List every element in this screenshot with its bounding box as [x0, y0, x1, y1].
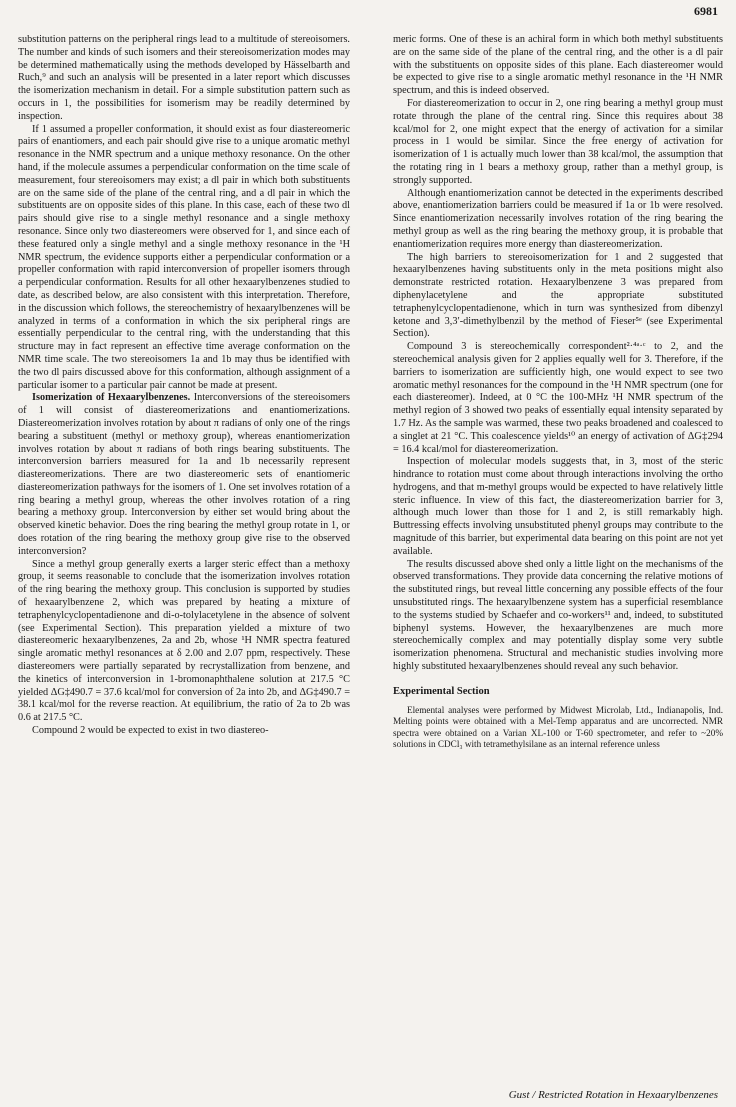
paragraph: meric forms. One of these is an achiral form in which both methyl substituents are on the same side of the plane of the central ring, and the other is a dl pair with the substituents on opposite sides of this plane. Each diastereomer would be expected to give rise to a single aromatic methyl resonance in the ¹H NMR spectrum, and this is indeed observed. — [393, 34, 723, 97]
right-column — [393, 34, 723, 751]
section-heading: Experimental Section — [393, 685, 490, 697]
paragraph: If 1 assumed a propeller conformation, it should exist as four diastereomeric pairs of enantiomers, and each pair should give rise to a unique aromatic methyl resonance in the NMR spectrum and a unique methoxy resonance. On the other hand, if the molecule assumes a perpendicular conformation on the time scale of measurement, four stereoisomers may exist; a dl pair in which both substituents are on the same side of the plane of the central ring, and a dl pair in which the substituents are on opposite sides of this plane. In this case, each of these two dl pairs should give rise to a single methyl resonance and a single methoxy resonance. Since only two diastereomers were observed for 1, and since each of these featured only a single methyl and a single methoxy resonance in the ¹H NMR spectrum, the evidence supports either a perpendicular conformation or a propeller conformation with rapid interconversion of propeller isomers through a perpendicular conformation. Results for all other hexaarylbenzenes studied to date, as described below, are also consistent with this interpretation. Therefore, in the discussion which follows, the stereochemistry of hexaarylbenzenes will be analyzed in terms of a conformation in which the six peripheral rings are essentially perpendicular to the central ring, with the understanding that this structure may in fact represent an effective time average conformation on the NMR time scale. The two stereoisomers 1a and 1b may thus be identified with the two dl pairs discussed above for this conformation, although assignment of a particular isomer to a particular pair cannot be made at present. — [18, 123, 350, 391]
paragraph: The high barriers to stereoisomerization for 1 and 2 suggested that hexaarylbenzenes having substituents only in the meta positions might also demonstrate restricted rotation. Hexaarylbenzene 3 was prepared from diphenylacetylene and the appropriate substituted tetraphenylcyclopentadienone, which in turn was synthesized from dibenzyl ketone and 3,3′-dimethylbenzil by the method of Fieser⁵ᵉ (see Experimental Section). — [393, 251, 723, 340]
paragraph: Elemental analyses were performed by Midwest Microlab, Ltd., Indianapolis, Ind. Melting points were obtained with a Mel-Temp apparatus and are uncorrected. NMR spectra were obtained on a Varian XL-100 or T-60 spectrometer, and refer to ~20% solutions in CDCl₃ with tetramethylsilane as an internal reference unless — [393, 704, 723, 750]
paragraph — [18, 392, 350, 558]
paragraph-text: Interconversions of the stereoisomers of 1 will consist of diastereomerizations and enantiomerizations. Diastereomerization involves rotation by about π radians of only one of the rings bearing a substituent (methyl or methoxy group), whereas enantiomerization involves rotation by about π radians of both rings bearing substituents. The interconversion barriers measured for 1a and 1b necessarily represent diastereomerizations. There are two diastereomeric sets of enantiomeric diastereomerization pathways for the isomers of 1. One set involves rotation of a ring bearing a methyl group, whereas the other involves rotation of a ring bearing a methoxy group. Interconversion by either set would bring about the observed kinetic behavior. Does the ring bearing the methyl group rotate in 1, or does rotation of the ring bearing the methoxy group give rise to the observed interconversion? — [18, 392, 350, 557]
paragraph: Compound 3 is stereochemically correspondent²·⁴ᵃ·ᶜ to 2, and the stereochemical analysis given for 2 applies equally well for 3. Therefore, if the barriers to isomerization are sufficiently high, one would expect to see two aromatic methyl resonances for the compound in the ¹H NMR spectrum (one for each diastereomer). Indeed, at 0 °C the 100-MHz ¹H NMR spectrum of the methyl region of 3 showed two peaks of essentially equal intensity separated by 1.7 Hz. As the sample was warmed, these two peaks broadened and coalesced to a singlet at 21 °C. This coalescence yields¹⁰ an energy of activation of ΔG‡294 = 16.4 kcal/mol for diastereomerization. — [393, 341, 723, 455]
paragraph: For diastereomerization to occur in 2, one ring bearing a methyl group must rotate through the plane of the central ring. Since this requires about 38 kcal/mol for 2, one might expect that the energy of activation for a similar process in 1 would be similar. Since the free energy of activation for isomerization of 1 is actually much lower than 38 kcal/mol, the assumption that the rotating ring in 1 bears a methoxy group, rather than a methyl group, is strongly supported. — [393, 97, 723, 186]
paragraph: Since a methyl group generally exerts a larger steric effect than a methoxy group, it seems reasonable to conclude that the isomerization involves rotation of the ring bearing the methoxy group. This conclusion is supported by studies of hexaarylbenzene 2, which was prepared by heating a mixture of tetraphenylcyclopentadienone and di-o-tolylacetylene in the absence of solvent (see Experimental Section). This preparation yielded a mixture of two diastereomeric hexaarylbenzenes, 2a and 2b, whose ¹H NMR spectra featured single aromatic methyl resonances at δ 2.00 and 2.07 ppm, respectively. These diastereomers were partially separated by recrystallization from benzene, and the kinetics of interconversion in 1-bromonaphthalene solution at 217.5 °C yielded ΔG‡490.7 = 37.6 kcal/mol for conversion of 2a into 2b, and ΔG‡490.7 = 38.1 kcal/mol for the reverse reaction. At equilibrium, the ratio of 2a to 2b was 0.6 at 217.5 °C. — [18, 558, 350, 724]
page-number: 6981 — [694, 4, 718, 18]
left-column — [18, 34, 350, 738]
paragraph: substitution patterns on the peripheral rings lead to a multitude of stereoisomers. The number and kinds of such isomers and their stereoisomerization modes may be determined mathematically using the methods developed by Hässelbarth and Ruch,⁹ and such an analysis will be presented in a later report which discusses the isomerization mechanism in detail. For a simple substitution pattern such as occurs in 1, the possibilities for isomerism may be readily determined by inspection. — [18, 34, 350, 122]
paragraph: The results discussed above shed only a little light on the mechanisms of the observed transformations. They provide data concerning the relative motions of the substituted rings, but reveal little concerning any possible effects of the four unsubstituted rings. The hexaarylbenzene system has a superficial resemblance to the systems studied by Schaefer and co-workers¹¹ and, indeed, to substituted biphenyl systems. However, the hexaarylbenzenes are much more stereochemically complex and may potentially display some very subtle isomerization phenomena. Structural and mechanistic studies involving more highly substituted hexaarylbenzenes should reveal any such behavior. — [393, 558, 723, 673]
run-in-heading: Isomerization of Hexaarylbenzenes. — [32, 392, 191, 404]
running-footer: Gust / Restricted Rotation in Hexaarylbenzenes — [508, 1089, 718, 1101]
paragraph: Compound 2 would be expected to exist in two diastereo- — [32, 725, 269, 737]
paragraph: Although enantiomerization cannot be detected in the experiments described above, enantiomerization barriers could be measured if 1a or 1b were resolved. Since enantiomerization necessarily involves rotation of the ring bearing the methyl group as well as the ring bearing the methoxy group, it is probable that enantiomerization requires more energy than diastereomerization. — [393, 187, 723, 250]
paragraph: Inspection of molecular models suggests that, in 3, most of the steric hindrance to rotation must come about through interactions involving the ortho hydrogens, and that m-methyl groups would be expected to have relatively little steric influence. In view of this fact, the diastereomerization barrier for 3, although much lower than those for 1 and 2, is still remarkably high. Buttressing effects involving unsubstituted phenyl groups may contribute to the magnitude of this barrier, but experimental data bearing on this point are not yet available. — [393, 456, 723, 557]
